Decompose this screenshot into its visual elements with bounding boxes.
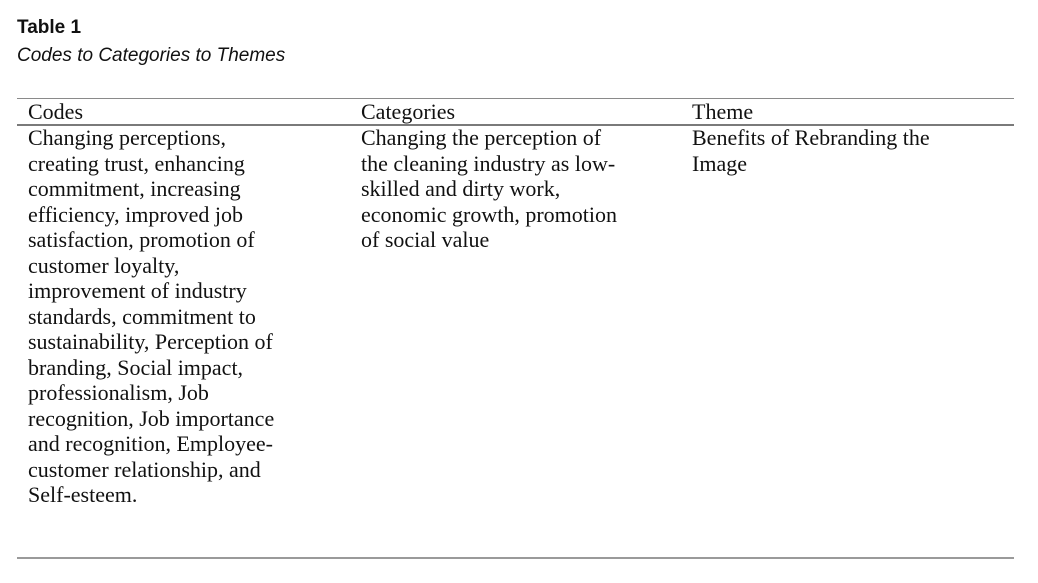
- header-theme: Theme: [692, 99, 754, 124]
- categories-line: economic growth, promotion: [361, 201, 618, 227]
- codes-line: professionalism, Job: [28, 380, 209, 405]
- table-top-rule: [17, 98, 1014, 99]
- codes-line: satisfaction, promotion of: [28, 227, 255, 252]
- theme-line: Benefits of Rebranding the: [692, 125, 930, 150]
- codes-line: creating trust, enhancing: [28, 150, 245, 176]
- codes-line: sustainability, Perception of: [28, 329, 273, 354]
- codes-line: Changing perceptions,: [28, 125, 226, 150]
- codes-line: efficiency, improved job: [28, 201, 244, 227]
- codes-line: standards, commitment to: [28, 303, 256, 329]
- table-label: Table 1: [17, 17, 82, 38]
- codes-line: recognition, Job importance: [28, 405, 275, 431]
- codes-line: branding, Social impact,: [28, 354, 244, 380]
- header-categories: Categories: [361, 99, 456, 124]
- theme-line: Image: [692, 150, 747, 176]
- header-codes: Codes: [28, 99, 83, 124]
- categories-line: Changing the perception of: [361, 125, 602, 150]
- table-bottom-rule: [17, 557, 1014, 559]
- table-caption: Codes to Categories to Themes: [17, 45, 286, 66]
- categories-line: the cleaning industry as low-: [361, 150, 616, 176]
- codes-line: improvement of industry: [28, 278, 247, 303]
- codes-line: and recognition, Employee-: [28, 431, 273, 456]
- categories-line: of social value: [361, 227, 490, 252]
- cell-theme: [692, 125, 930, 176]
- codes-line: customer relationship, and: [28, 456, 261, 482]
- categories-line: skilled and dirty work,: [361, 176, 561, 201]
- codes-line: Self-esteem.: [28, 482, 138, 507]
- codes-line: customer loyalty,: [28, 252, 180, 278]
- cell-categories: [361, 125, 617, 253]
- cell-codes: [28, 125, 274, 508]
- codes-line: commitment, increasing: [28, 176, 241, 201]
